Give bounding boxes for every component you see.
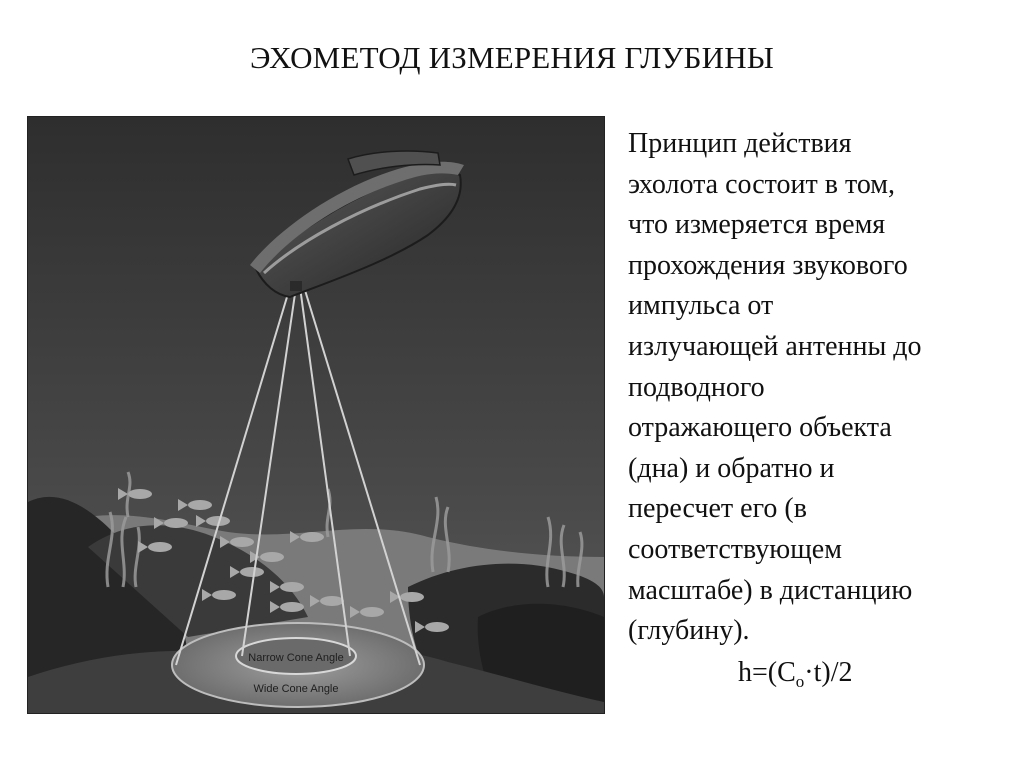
text-line: эхолота состоит в том,: [628, 168, 896, 200]
text-line: что измеряется время: [628, 209, 886, 241]
depth-formula: [738, 657, 853, 692]
text-line: излучающей антенны до: [628, 330, 922, 362]
text-line: масштабе) в дистанцию: [628, 574, 913, 606]
transducer: [290, 281, 302, 291]
formula-prefix: h=(C: [738, 657, 796, 688]
text-line: (глубину).: [628, 615, 750, 647]
description-text: [628, 124, 1008, 652]
text-line: импульса от: [628, 290, 774, 322]
text-line: (дна) и обратно и: [628, 452, 835, 484]
formula-suffix: ·t)/2: [804, 657, 853, 688]
text-line: подводного: [628, 371, 765, 403]
text-line: пересчет его (в: [628, 493, 807, 525]
echo-sounder-illustration: [27, 116, 605, 714]
narrow-cone-label: Narrow Cone Angle: [248, 652, 344, 664]
echo-sounder-drawing: [28, 117, 604, 713]
slide-title: ЭХОМЕТОД ИЗМЕРЕНИЯ ГЛУБИНЫ: [249, 40, 775, 75]
formula-subscript: o: [795, 672, 805, 691]
text-line: прохождения звукового: [628, 249, 908, 281]
wide-cone-label: Wide Cone Angle: [253, 683, 339, 695]
text-line: Принцип действия: [628, 128, 852, 159]
text-line: соответствующем: [628, 533, 842, 565]
text-line: отражающего объекта: [628, 412, 892, 444]
